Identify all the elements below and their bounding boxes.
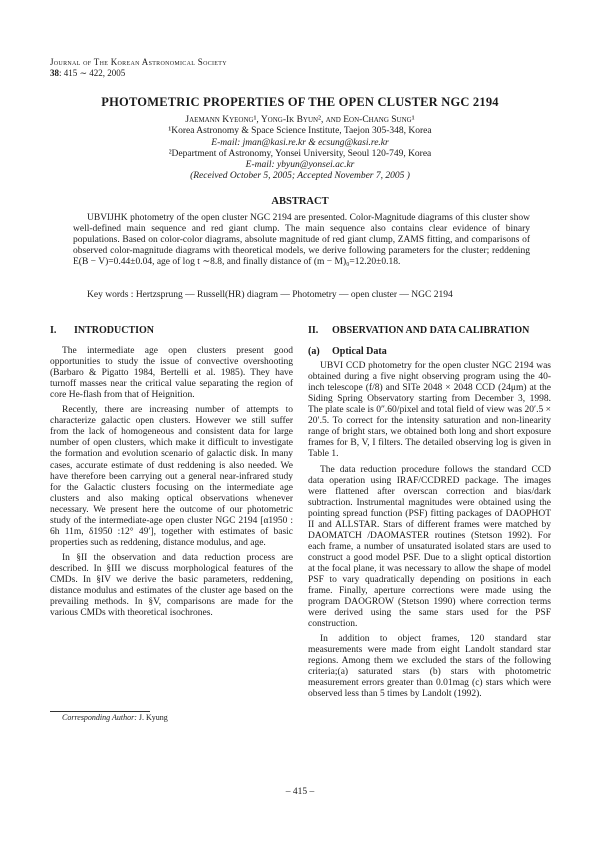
received-dates: (Received October 5, 2005; Accepted November 7, 2005 ) [190,171,410,182]
subsection-number: (a) [308,346,320,358]
page-number: – 415 – [285,787,315,797]
obs-paragraph-3: In addition to object frames, 120 standard star measurements were made from eight Landolt standard star regions. Among them we excluded the stars of the following criteria;(a) saturated stars (b) stars with photometric measurement errors greater than 0.01mag (c) stars which were observed less than 5 times by Landolt (1992). [308,634,551,700]
section-title: INTRODUCTION [74,325,155,336]
journal-header [50,57,227,79]
intro-paragraph-2: Recently, there are increasing number of attempts to characterize galactic open clusters. However we still suffer from the lack of homogeneous and consistent data for large number of open clusters, which make it difficult to investigate the formation and evolution scenario of galactic disk. In many cases, accurate estimate of dust reddening is also needed. We have therefore been carrying out a general near-infrared study for the Galactic clusters focusing on the intermediate age clusters and also making optical observations whenever necessary. We present here the outcome of our photometric study of the intermediate-age open cluster NGC 2194 [α1950 : 6h 11m, δ1950 :12° 49′], together with estimates of basic properties such as reddening, distance modulus, and age. [50,405,293,548]
journal-volume: 38 [50,68,59,78]
footnote [62,713,168,722]
subsection-title: Optical Data [332,346,387,358]
paper-title: PHOTOMETRIC PROPERTIES OF THE OPEN CLUSTER NGC 2194 [101,95,499,109]
left-column [50,325,293,623]
abstract-text: UBVIJHK photometry of the open cluster NGC 2194 are presented. Color-Magnitude diagrams of this cluster show well-defined main sequence and red giant clump. The main sequence also contains clear evidence of binary populations. Based on color-color diagrams, absolute magnitude of red giant clump, ZAMS fitting, and comparisons of observed color-magnitude diagrams with theoretical models, we derive following parameters for the cluster; reddening E(B − V)=0.44±0.04, age of log t ∼8.8, and finally distance of (m − M)₀=12.20±0.18. [73,213,530,268]
intro-paragraph-1: The intermediate age open clusters present good opportunities to study the issue of convective overshooting (Barbaro & Pigatto 1984, Bertelli et al. 1985). They have turnoff masses near the critical value separating the region of core He-flash from that of Heignition. [50,346,293,401]
author-names: Jaemann Kyeong¹, Yong-Ik Byun², and Eon-Chang Sung¹ [185,115,415,125]
footnote-rule [50,711,150,712]
obs-paragraph-2: The data reduction procedure follows the standard CCD data operation using IRAF/CCDRED package. The images were flattened after overscan correction and bias/dark subtraction. Instrumental magnitudes were obtained using the pointing spread function (PSF) fitting packages of DAOPHOT II and ALLSTAR. Stars of different frames were matched by DAOMATCH /DAOMASTER routines (Stetson 1992). For each frame, a number of unsaturated isolated stars are used to construct a good model PSF. Due to a slight optical distortion at the focal plane, it was necessary to allow the shape of model PSF to vary quadratically depending on positions in each frame. Finally, aperture corrections were made using the program DAOGROW (Stetson 1990) where correction terms were derived using the same stars used for the PSF construction. [308,464,551,630]
intro-paragraph-3: In §II the observation and data reduction process are described. In §III we discuss morphological features of the CMDs. In §IV we derive the basic parameters, reddening, distance modulus and estimates of the cluster age based on the prevailing methods. In §V, comparisons are made for the various CMDs with theoretical isochrones. [50,552,293,619]
right-column [308,325,551,705]
section-number: I. [50,325,57,336]
footnote-name: J. Kyung [138,713,168,722]
obs-paragraph-1: UBVI CCD photometry for the open cluster NGC 2194 was obtained during a five night observing program using the 40-inch telescope (f/8) and SITe 2048 × 2048 CCD (24μm) at the Siding Spring Observatory starting from December 3, 1998. The plate scale is 0″.60/pixel and total field of view was 20′.5 × 20′.5. To correct for the intensity saturation and non-linearity range of bright stars, we obtained both long and short exposure frames for B, V, I filters. The detailed observing log is given in Table 1. [308,361,551,460]
affiliation-1: ¹Korea Astronomy & Space Science Institute, Taejon 305-348, Korea [168,126,432,137]
email-1: E-mail: jman@kasi.re.kr & ecsung@kasi.re.kr [211,137,389,148]
journal-pages: : 415 ∼ 422, 2005 [59,68,126,78]
section-number: II. [308,325,319,336]
affiliation-2: ²Department of Astronomy, Yonsei University, Seoul 120-749, Korea [168,148,432,159]
author-block [0,115,600,183]
subsection-optical-heading [308,346,551,357]
abstract-heading: ABSTRACT [271,196,329,207]
keywords: Key words : Hertzsprung — Russell(HR) diagram — Photometry — open cluster — NGC 2194 [87,290,453,300]
journal-name: Journal of The Korean Astronomical Society [50,57,227,67]
section-intro-heading [50,325,293,336]
footnote-label: Corresponding Author: [62,713,137,722]
section-title: OBSERVATION AND DATA CALIBRATION [332,325,530,336]
section-obs-heading [308,325,551,336]
email-2: E-mail: ybyun@yonsei.ac.kr [245,160,355,171]
